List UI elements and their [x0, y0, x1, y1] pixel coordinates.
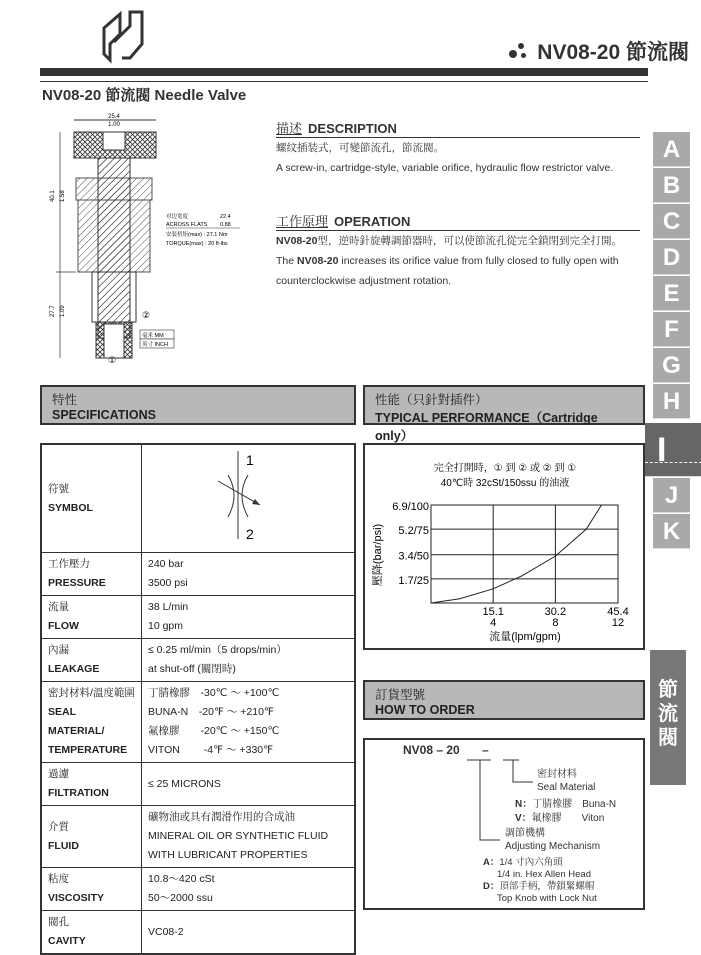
symbol-port-1: 1 — [246, 452, 254, 468]
dim-height1-mm: 40.1 — [50, 190, 56, 202]
operation-model-en: NV08-20 — [297, 255, 339, 267]
specifications-table — [40, 443, 356, 955]
spec-value-line: 礦物油或具有潤滑作用的合成油 — [148, 811, 295, 823]
code: V： — [515, 813, 532, 824]
y-axis-label: 壓降(bar/psi) — [372, 523, 384, 587]
spec-value — [142, 444, 356, 553]
spec-label-en: VISCOSITY — [48, 892, 105, 904]
performance-header — [363, 385, 645, 443]
spec-value-line: 10.8～420 cSt — [148, 873, 215, 885]
specifications-header-cn: 特性 — [52, 393, 78, 407]
tab-k[interactable]: K — [653, 514, 690, 549]
dim-width-mm: 25.4 — [108, 114, 120, 120]
spec-value-line: at shut-off (關閉時) — [148, 663, 236, 675]
spec-row — [41, 639, 355, 682]
spec-value-line: 38 L/min — [148, 601, 189, 613]
order-header-en: HOW TO ORDER — [375, 703, 475, 717]
spec-label-cn: 符號 — [48, 482, 69, 495]
spec-value-line: VC08-2 — [148, 925, 184, 938]
spec-label — [41, 868, 142, 911]
tab-d[interactable]: D — [653, 240, 690, 275]
x-tick-label: 15.1 — [482, 606, 504, 618]
spec-label — [41, 763, 142, 806]
torque-cn: 安装扭矩(max) : 27.1 Nm — [166, 232, 228, 238]
spec-row — [41, 553, 355, 596]
torque-en: TORQUE(max) : 20 ft-lbs — [166, 241, 228, 247]
spec-label — [41, 911, 142, 955]
spec-row — [41, 596, 355, 639]
description-heading-cn: 描述 — [276, 121, 303, 136]
flats-label-cn: 对边宽度 — [166, 214, 189, 220]
spec-row — [41, 763, 355, 806]
spec-value — [142, 911, 356, 955]
tab-g[interactable]: G — [653, 348, 690, 383]
operation-text-cn-body: 型，逆時針旋轉調節器時，可以使節流孔從完全鎖閉到完全打開。 — [317, 235, 622, 247]
spec-value-line: WITH LUBRICANT PROPERTIES — [148, 849, 308, 861]
spec-label — [41, 553, 142, 596]
chart-subtitle: 40℃時 32cSt/150ssu 的油液 — [440, 478, 570, 489]
seal-options — [515, 798, 616, 826]
spec-value-line: 10 gpm — [148, 620, 184, 632]
dim-width-in: 1.00 — [108, 122, 120, 128]
spec-label-en: FLOW — [48, 620, 79, 632]
operation-heading — [276, 211, 640, 231]
adjusting-mechanism-en: Adjusting Mechanism — [505, 841, 601, 852]
code: A： — [483, 857, 500, 868]
description-heading-en: DESCRIPTION — [308, 121, 397, 136]
y-tick-label: 3.4/50 — [398, 550, 429, 563]
operation-text-en — [276, 251, 641, 291]
y-tick-label: 6.9/100 — [392, 501, 429, 513]
spec-label — [41, 682, 142, 763]
x-tick-label-gpm: 12 — [611, 617, 625, 629]
spec-label-en: LEAKAGE — [48, 663, 100, 675]
adj-option-a-en: 1/4 in. Hex Allen Head — [497, 869, 592, 880]
y-tick-label: 1.7/25 — [398, 574, 429, 587]
code: D： — [483, 881, 500, 892]
spec-label — [41, 806, 142, 868]
spec-value-line: 50～2000 ssu — [148, 892, 213, 904]
tab-f[interactable]: F — [653, 312, 690, 347]
spec-label-en: FILTRATION — [48, 787, 109, 799]
flats-label-en: ACROSS FLATS — [166, 222, 208, 228]
dim-height2-in: 1.09 — [60, 305, 66, 317]
cn: 頂部手柄，帶鎖緊螺帽 — [499, 881, 595, 892]
spec-label-en: CAVITY — [48, 935, 86, 947]
x-tick-label: 45.4 — [607, 606, 629, 618]
description-heading — [276, 118, 640, 138]
spec-label-en: PRESSURE — [48, 577, 106, 589]
needle-valve-symbol — [148, 447, 348, 543]
spec-value — [142, 868, 356, 911]
spec-value-line: MINERAL OIL OR SYNTHETIC FLUID — [148, 830, 329, 842]
chart-title: 完全打開時，① 到 ② 或 ② 到 ① — [433, 463, 577, 474]
header-rule-thin — [40, 81, 648, 82]
seal-material-en: Seal Material — [537, 782, 596, 793]
spec-value-line: 丁腈橡膠 -30℃ ～ +100℃ — [148, 687, 280, 699]
tab-a[interactable]: A — [653, 132, 690, 167]
spec-row — [41, 868, 355, 911]
spec-label-en: FLUID — [48, 839, 79, 852]
spec-value — [142, 639, 356, 682]
spec-value-line: ≤ 0.25 ml/min（5 drops/min） — [148, 644, 287, 656]
port-1-label: ① — [108, 355, 117, 365]
spec-label-cn: 閥孔 — [48, 916, 69, 928]
operation-text-cn — [276, 231, 641, 251]
unit-inch: 英寸 INCH — [142, 342, 168, 348]
en: Buna-N — [582, 799, 617, 810]
pressure-drop-chart — [365, 445, 643, 648]
description-text-en: A screw-in, cartridge-style, variable orifice, hydraulic flow restrictor valve. — [276, 162, 614, 174]
valve-cross-section-drawing — [40, 112, 260, 367]
header-title-text: NV08-20 節流閥 — [537, 41, 689, 64]
en: Viton — [581, 813, 605, 824]
spec-value — [142, 763, 356, 806]
dim-height1-in: 1.58 — [60, 190, 66, 202]
y-tick-label: 5.2/75 — [398, 525, 429, 538]
spec-value — [142, 806, 356, 868]
adjusting-mechanism-cn: 調節機構 — [505, 828, 545, 839]
tab-c[interactable]: C — [653, 204, 690, 239]
seal-option-v — [515, 812, 616, 826]
x-axis-label: 流量(lpm/gpm) — [489, 631, 561, 643]
spec-value-line: 3500 psi — [148, 577, 188, 589]
order-code-lines — [365, 740, 643, 850]
side-char: 流 — [658, 703, 678, 725]
description-text-cn: 螺纹插装式，可變節流孔，節流閥。 — [276, 142, 444, 154]
tab-i[interactable]: I — [645, 423, 701, 477]
operation-model: NV08-20 — [276, 235, 318, 247]
spec-label-cn: 工作壓力 — [48, 558, 90, 570]
operation-text-post: increases its orifice value from fully closed to fully open with counterclockwise adjustment rotation. — [276, 255, 619, 287]
description-section — [276, 118, 640, 178]
how-to-order-header — [363, 680, 645, 720]
spec-label-cn: 介質 — [48, 820, 69, 833]
spec-label-cn: 內漏 — [48, 644, 69, 656]
side-char: 節 — [658, 679, 678, 701]
spec-label-en: SEAL MATERIAL/ TEMPERATURE — [48, 706, 128, 756]
spec-label — [41, 639, 142, 682]
dim-height2-mm: 27.7 — [50, 305, 56, 317]
seal-material-cn: 密封材料 — [537, 769, 577, 780]
x-tick-label-gpm: 4 — [490, 617, 497, 629]
spec-label — [41, 444, 142, 553]
spec-row — [41, 682, 355, 763]
cn: 丁腈橡膠 — [532, 799, 573, 810]
spec-label-cn: 粘度 — [48, 873, 69, 885]
cn: 1/4 寸內六角頭 — [499, 857, 563, 868]
performance-chart-box — [363, 443, 645, 650]
order-dash: – — [482, 743, 489, 757]
product-subtitle: NV08-20 節流閥 Needle Valve — [42, 87, 247, 104]
spec-label-cn: 密封材料/溫度範圍 — [48, 687, 135, 699]
spec-value-line: VITON -4℉ ～ +330℉ — [148, 744, 274, 756]
symbol-port-2: 2 — [246, 526, 254, 542]
spec-value-line: BUNA-N -20℉ ～ +210℉ — [148, 706, 274, 718]
header-rule-thick — [40, 68, 648, 76]
tab-h[interactable]: H — [653, 384, 690, 419]
performance-header-en: TYPICAL PERFORMANCE（Cartridge only） — [375, 411, 598, 443]
spec-value-line: ≤ 25 MICRONS — [148, 777, 221, 790]
unit-mm: 毫米 MM — [142, 333, 164, 339]
adj-option-a — [483, 857, 597, 869]
order-code-box — [363, 738, 645, 910]
operation-heading-cn: 工作原理 — [276, 214, 329, 229]
spec-value — [142, 596, 356, 639]
spec-value-line: 240 bar — [148, 558, 184, 570]
cn: 氟橡膠 — [531, 813, 562, 824]
dots-icon — [509, 43, 529, 59]
pressure-drop-curve — [431, 505, 602, 603]
side-char: 閥 — [658, 727, 678, 749]
order-model: NV08 – 20 — [403, 743, 460, 757]
tab-e[interactable]: E — [653, 276, 690, 311]
spec-label-en: SYMBOL — [48, 501, 93, 514]
x-tick-label: 30.2 — [544, 606, 567, 618]
plot-area — [431, 505, 618, 603]
operation-text-pre: The — [276, 255, 298, 267]
adj-option-d — [483, 881, 597, 893]
spec-row — [41, 444, 355, 553]
spec-label-cn: 流量 — [48, 601, 69, 613]
side-category-label — [650, 650, 686, 785]
page-header-title — [509, 36, 689, 66]
tab-j[interactable]: J — [653, 478, 690, 513]
operation-heading-en: OPERATION — [334, 214, 411, 229]
spec-value — [142, 553, 356, 596]
seal-option-n — [515, 798, 616, 812]
performance-header-cn: 性能（只針對插件） — [375, 393, 488, 407]
spec-row — [41, 806, 355, 868]
flats-in: 0.88 — [220, 222, 231, 228]
code: N： — [515, 799, 533, 810]
spec-value-line: 氟橡膠 -20℃ ～ +150℃ — [148, 725, 280, 737]
spec-row — [41, 911, 355, 955]
specifications-header-en: SPECIFICATIONS — [52, 408, 156, 422]
adjusting-options — [483, 857, 597, 905]
spec-label-cn: 過濾 — [48, 768, 69, 780]
port-2-label: ② — [142, 310, 151, 320]
order-header-cn: 訂貨型號 — [375, 688, 426, 702]
specifications-header — [40, 385, 356, 425]
spec-value — [142, 682, 356, 763]
adj-option-d-en: Top Knob with Lock Nut — [497, 893, 597, 904]
operation-section — [276, 211, 641, 291]
flats-mm: 22.4 — [220, 214, 231, 220]
x-tick-label-gpm: 8 — [552, 617, 559, 629]
tab-b[interactable]: B — [653, 168, 690, 203]
company-logo — [100, 8, 152, 64]
spec-label — [41, 596, 142, 639]
